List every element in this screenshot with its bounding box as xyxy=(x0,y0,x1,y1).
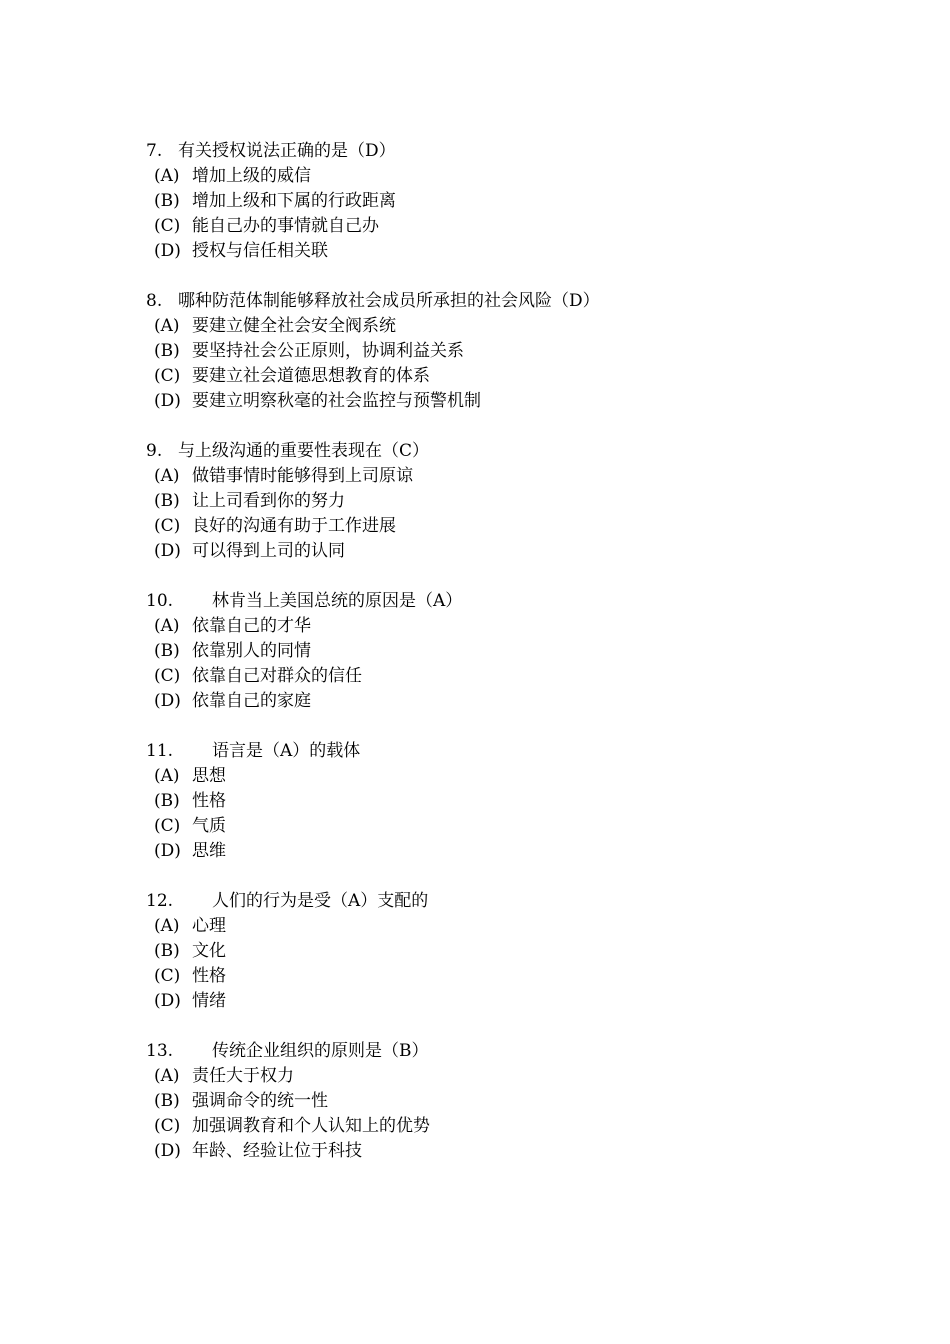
option-b xyxy=(146,489,866,514)
question-stem xyxy=(146,589,866,614)
option-label: (A) xyxy=(154,166,180,186)
option-text: 思维 xyxy=(192,841,226,861)
question-8 xyxy=(146,289,866,414)
option-text: 授权与信任相关联 xyxy=(192,241,328,261)
option-text: 依靠自己的才华 xyxy=(192,616,311,636)
option-text: 依靠别人的同情 xyxy=(192,641,311,661)
option-b xyxy=(146,639,866,664)
option-label: (C) xyxy=(154,816,181,836)
option-label: (B) xyxy=(154,941,180,961)
option-label: (B) xyxy=(154,791,180,811)
option-c xyxy=(146,364,866,389)
option-text: 增加上级和下属的行政距离 xyxy=(192,191,396,211)
option-label: (C) xyxy=(154,1116,181,1136)
option-label: (A) xyxy=(154,616,180,636)
question-text: 与上级沟通的重要性表现在（C） xyxy=(178,441,430,461)
question-number: 7. xyxy=(146,141,163,161)
option-c xyxy=(146,964,866,989)
question-text: 人们的行为是受（A）支配的 xyxy=(212,891,429,911)
option-a xyxy=(146,764,866,789)
question-11 xyxy=(146,739,866,864)
option-text: 心理 xyxy=(192,916,226,936)
question-text: 有关授权说法正确的是（D） xyxy=(178,141,396,161)
option-label: (A) xyxy=(154,466,180,486)
option-label: (D) xyxy=(154,541,181,561)
option-text: 气质 xyxy=(192,816,226,836)
question-text: 传统企业组织的原则是（B） xyxy=(212,1041,429,1061)
option-label: (D) xyxy=(154,391,181,411)
option-d xyxy=(146,1139,866,1164)
option-label: (C) xyxy=(154,366,181,386)
option-label: (B) xyxy=(154,1091,180,1111)
question-number: 11. xyxy=(146,741,174,761)
option-text: 要建立明察秋毫的社会监控与预警机制 xyxy=(192,391,481,411)
option-d xyxy=(146,389,866,414)
option-b xyxy=(146,189,866,214)
option-b xyxy=(146,789,866,814)
option-c xyxy=(146,514,866,539)
question-stem xyxy=(146,139,866,164)
question-10 xyxy=(146,589,866,714)
option-a xyxy=(146,914,866,939)
option-text: 思想 xyxy=(192,766,226,786)
option-label: (D) xyxy=(154,1141,181,1161)
question-list xyxy=(146,139,866,1189)
option-d xyxy=(146,689,866,714)
option-a xyxy=(146,314,866,339)
option-a xyxy=(146,464,866,489)
question-number: 10. xyxy=(146,591,174,611)
question-number: 9. xyxy=(146,441,163,461)
option-c xyxy=(146,664,866,689)
question-stem xyxy=(146,289,866,314)
option-label: (A) xyxy=(154,316,180,336)
option-text: 加强调教育和个人认知上的优势 xyxy=(192,1116,430,1136)
question-stem xyxy=(146,1039,866,1064)
question-9 xyxy=(146,439,866,564)
option-label: (A) xyxy=(154,916,180,936)
option-d xyxy=(146,239,866,264)
option-text: 性格 xyxy=(192,791,226,811)
option-label: (D) xyxy=(154,691,181,711)
question-text: 语言是（A）的载体 xyxy=(212,741,361,761)
question-text: 林肯当上美国总统的原因是（A） xyxy=(212,591,463,611)
question-number: 12. xyxy=(146,891,174,911)
option-text: 要建立社会道德思想教育的体系 xyxy=(192,366,430,386)
option-text: 做错事情时能够得到上司原谅 xyxy=(192,466,413,486)
option-d xyxy=(146,839,866,864)
option-text: 性格 xyxy=(192,966,226,986)
option-text: 增加上级的威信 xyxy=(192,166,311,186)
option-text: 良好的沟通有助于工作进展 xyxy=(192,516,396,536)
option-text: 文化 xyxy=(192,941,226,961)
option-a xyxy=(146,614,866,639)
option-label: (B) xyxy=(154,491,180,511)
option-a xyxy=(146,164,866,189)
option-b xyxy=(146,1089,866,1114)
option-d xyxy=(146,989,866,1014)
option-label: (D) xyxy=(154,991,181,1011)
option-text: 能自己办的事情就自己办 xyxy=(192,216,379,236)
question-12 xyxy=(146,889,866,1014)
option-text: 责任大于权力 xyxy=(192,1066,294,1086)
option-label: (D) xyxy=(154,841,181,861)
option-label: (A) xyxy=(154,766,180,786)
question-stem xyxy=(146,739,866,764)
option-text: 要建立健全社会安全阀系统 xyxy=(192,316,396,336)
option-text: 年龄、经验让位于科技 xyxy=(192,1141,362,1161)
option-a xyxy=(146,1064,866,1089)
option-label: (C) xyxy=(154,216,181,236)
question-7 xyxy=(146,139,866,264)
question-number: 13. xyxy=(146,1041,174,1061)
option-label: (D) xyxy=(154,241,181,261)
option-label: (C) xyxy=(154,966,181,986)
option-c xyxy=(146,814,866,839)
option-label: (B) xyxy=(154,191,180,211)
option-label: (C) xyxy=(154,516,181,536)
option-c xyxy=(146,214,866,239)
option-label: (B) xyxy=(154,341,180,361)
option-text: 依靠自己对群众的信任 xyxy=(192,666,362,686)
option-text: 可以得到上司的认同 xyxy=(192,541,345,561)
option-text: 要坚持社会公正原则，协调利益关系 xyxy=(192,341,464,361)
option-d xyxy=(146,539,866,564)
option-text: 强调命令的统一性 xyxy=(192,1091,328,1111)
question-stem xyxy=(146,889,866,914)
option-label: (B) xyxy=(154,641,180,661)
option-text: 情绪 xyxy=(192,991,226,1011)
option-c xyxy=(146,1114,866,1139)
option-label: (A) xyxy=(154,1066,180,1086)
option-label: (C) xyxy=(154,666,181,686)
question-number: 8. xyxy=(146,291,163,311)
question-13 xyxy=(146,1039,866,1164)
option-text: 让上司看到你的努力 xyxy=(192,491,345,511)
question-text: 哪种防范体制能够释放社会成员所承担的社会风险（D） xyxy=(178,291,600,311)
question-stem xyxy=(146,439,866,464)
option-b xyxy=(146,939,866,964)
option-text: 依靠自己的家庭 xyxy=(192,691,311,711)
option-b xyxy=(146,339,866,364)
